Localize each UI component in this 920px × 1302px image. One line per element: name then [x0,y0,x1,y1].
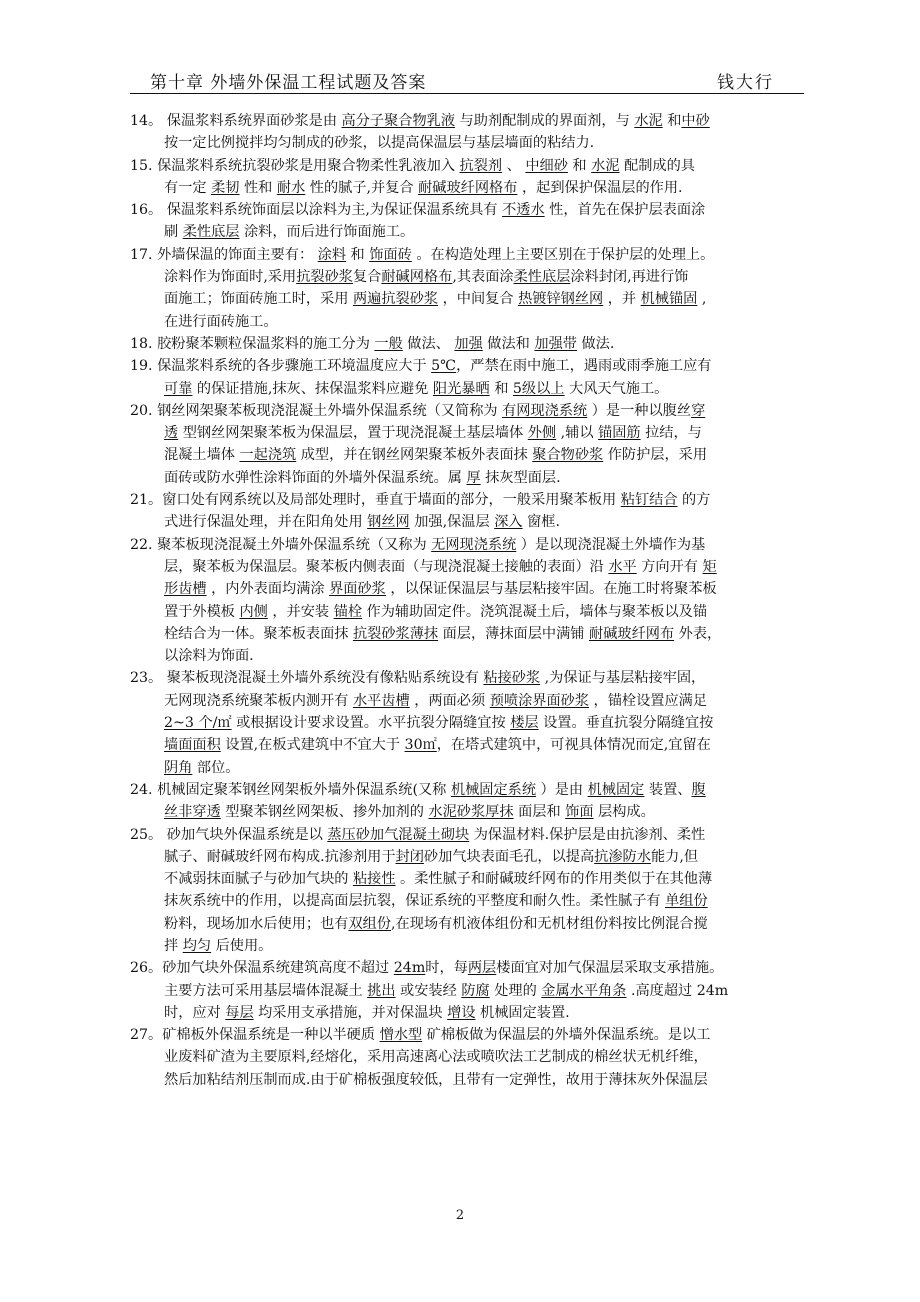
question-text: 成型，并在钢丝网架聚苯板外表面抹 [296,447,533,464]
answer-blank: 耐碱玻纤网布 [589,625,675,642]
question-line [130,801,810,823]
question-text: 作为辅助固定件。浇筑混凝土后，墙体与聚苯板以及锚 [362,603,708,620]
question-text: ,在现场有机液体组份和无机材组份料按比例混合搅 [391,915,708,932]
question-line [130,221,810,243]
answer-blank: 粘钉结合 [620,492,678,509]
answer-blank: 腹 [691,781,706,798]
author-name: 钱大行 [717,73,774,93]
question-text: 做法、 [402,335,455,352]
answer-blank: 每层 [225,1004,254,1021]
question-line [130,511,810,533]
answer-blank: 丝非穿透 [164,804,221,821]
question-line [130,199,810,221]
answer-blank: 阳光暴晒 [432,380,490,397]
question-text: ）是由 [536,781,588,798]
question-text: 拌 [164,937,183,954]
question-text: 设置。垂直抗裂分隔缝宜按 [538,715,714,732]
question-line [130,288,810,310]
question-text: 后使用。 [211,937,273,954]
question-text: 抹灰型面层. [480,469,561,486]
question-line [130,868,810,890]
answer-blank: 双组份 [348,915,392,932]
answer-blank: 机械固定 [587,781,645,798]
question-text: 有一定 [164,179,212,196]
question-text: 做法. [576,335,615,352]
answer-blank: 形齿槽 [164,581,207,598]
question-text: 27。矿棉板外保温系统是一种以半硬质 [130,1027,380,1044]
answer-blank: 透 [164,425,179,442]
question-line [130,489,810,511]
question-text: 层，聚苯板为保温层。聚苯板内侧表面（与现浇混凝土接触的表面）沿 [164,558,609,575]
question-text: ）是一种以腹丝 [587,402,692,419]
question-line [130,177,810,199]
question-text: 加强,保温层 [409,514,495,531]
answer-blank: 预喷涂界面砂浆 [489,692,590,709]
question-text: 方向开有 [636,558,703,575]
answer-blank: 耐碱网格布 [381,269,453,286]
question-line [130,467,810,489]
question-list [130,110,810,1091]
question-text: 面层和 [513,804,566,821]
question-text: ,为保证与基层粘接牢固， [540,670,706,687]
answer-blank: 粘接性 [352,871,396,888]
question-line [130,400,810,422]
question-text: 型钢丝网架聚苯板为保温层，置于现浇混凝土基层墙体 [178,425,528,442]
question-text: 的保证措施,抹灰、抹保温浆料应避免 [192,380,433,397]
answer-blank: 憎水型 [379,1027,423,1044]
question-item [130,957,810,1024]
question-text: 式进行保温处理，并在阳角处用 [164,514,368,531]
question-text: 大风天气施工。 [564,380,669,397]
question-line [130,1069,810,1091]
question-line [130,1046,810,1068]
question-text: 机械固定装置. [475,1004,570,1021]
question-text: 砂加气块表面毛孔，以提高 [423,848,595,865]
answer-blank: 阴角 [164,759,193,776]
question-text: 处理的 [489,982,542,999]
answer-blank: 锚固筋 [598,425,641,442]
question-text: 涂料，而后进行饰面施工。 [239,224,415,241]
answer-blank: 加强带 [534,335,577,352]
question-text: 拉结，与 [640,425,702,442]
answer-blank: 穿 [691,402,706,419]
question-line [130,890,810,912]
answer-blank: 挑出 [367,982,396,999]
question-text: 抹灰系统中的作用，以提高面层抗裂，保证系统的平整度和耐久性。柔性腻子有 [164,893,666,910]
answer-blank: 柔韧 [211,179,240,196]
answer-blank: 两遍抗裂砂浆 [352,291,439,308]
question-text: 做法和 [482,335,535,352]
answer-blank: 楼层 [510,715,539,732]
question-item [130,667,810,778]
question-text: 24. 机械固定聚苯钢丝网架板外墙外保温系统(又称 [130,781,451,798]
question-line [130,378,810,400]
question-text: 刷 [164,224,183,241]
question-text: 腻子、耐碱玻纤网布构成.抗渗剂用于 [164,848,396,865]
answer-blank: 水泥 [634,113,663,129]
answer-blank: 柔性底层 [182,224,240,241]
answer-blank: 耐水 [276,179,306,196]
question-text: 混凝土墙体 [164,447,240,464]
answer-blank: 金属水平角条 [541,982,627,999]
question-text: 和 [346,246,370,263]
answer-blank: 不透水 [502,202,545,219]
question-text: 配制成的具 [619,157,695,174]
question-text: 均采用支承措施，并对保温块 [253,1004,448,1021]
question-text: 楼面宜对加气保温层采取支承措施。 [496,960,724,977]
answer-blank: 一起浇筑 [239,447,297,464]
question-line [130,266,810,288]
question-line [130,824,810,846]
answer-blank: 柔性底层 [513,269,571,286]
question-text: 按一定比例搅拌均匀制成的砂浆，以提高保温层与基层墙面的粘结力. [164,135,595,152]
question-text: 涂料作为饰面时,采用 [164,269,297,286]
question-line [130,645,810,667]
question-text: 矿棉板做为保温层的外墙外保温系统。是以工 [422,1027,711,1044]
question-line [130,623,810,645]
question-item [130,400,810,489]
question-item [130,355,810,400]
answer-blank: 抗裂砂浆薄抹 [352,625,439,642]
answer-blank: 饰面 [565,804,594,821]
question-item [130,244,810,333]
answer-blank: 24m [393,960,426,977]
question-text: 与助剂配制成的界面剂，与 [455,113,635,129]
answer-blank: 可靠 [164,380,193,397]
question-line [130,556,810,578]
question-text: 在进行面砖施工。 [164,313,278,330]
answer-blank: 抗渗防水 [594,848,651,865]
question-text: 20. 钢丝网架聚苯板现浇混凝土外墙外保温系统（又简称为 [130,402,503,419]
question-line [130,712,810,734]
answer-blank: 墙面面积 [164,737,221,754]
answer-blank: 水泥砂浆厚抹 [428,804,514,821]
question-text: ，以保证保温层与基层粘接牢固。在施工时将聚苯板 [385,581,717,598]
question-item [130,199,810,244]
answer-blank: 无网现浇系统 [431,536,517,553]
question-line [130,355,810,377]
question-item [130,333,810,355]
answer-blank: 内侧 [239,603,268,620]
answer-blank: 5级以上 [512,380,565,397]
question-text: ，起到保护保温层的作用. [517,179,683,196]
question-text: 26。砂加气块外保温系统建筑高度不超过 [130,960,394,977]
question-text: 面层，薄抹面层中满铺 [438,625,589,642]
question-text: ，并 [603,291,641,308]
question-line [130,601,810,623]
question-line [130,1002,810,1024]
question-text: 时，每 [425,960,468,977]
question-text: ，两面必须 [409,692,490,709]
header-rule [130,93,804,94]
question-text: ）是以现浇混凝土外墙作为基 [516,536,706,553]
question-text: ,其表面涂 [452,269,514,286]
question-text: 粉料，现场加水后使用；也有 [164,915,349,932]
answer-blank: 厚 [466,469,481,486]
answer-blank: 外侧 [527,425,557,442]
question-text: 外表， [674,625,722,642]
question-line [130,534,810,556]
answer-blank: 抗裂砂浆 [296,269,353,286]
question-text: 或根据设计要求设置。水平抗裂分隔缝宜按 [231,715,511,732]
question-text: ，锚栓设置应满足 [589,692,708,709]
question-line [130,155,810,177]
answer-blank: 耐碱玻纤网格布 [418,179,518,196]
question-text: 设置,在板式建筑中不宜大于 [220,737,405,754]
question-text: 主要方法可采用基层墙体混凝土 [164,982,368,999]
question-text: 能力,但 [650,848,699,865]
question-item [130,779,810,824]
question-text: 不减弱抹面腻子与砂加气块的 [164,871,353,888]
question-text: 业废料矿渣为主要原料,经熔化，采用高速离心法或喷吹法工艺制成的棉丝状无机纤维， [164,1049,708,1066]
question-line [130,846,810,868]
question-text: ，在塔式建筑中，可视具体情况而定,宜留在 [436,737,711,754]
question-line [130,110,810,132]
question-text: 以涂料为饰面. [164,648,254,665]
question-text: 23。 聚苯板现浇混凝土外墙外系统没有像粘贴系统设有 [130,670,484,687]
question-line [130,667,810,689]
question-text: 型聚苯钢丝网架板、掺外加剂的 [220,804,429,821]
question-line [130,913,810,935]
question-text: , [697,291,707,308]
question-line [130,980,810,1002]
question-text: ，并安装 [267,603,334,620]
answer-blank: 水平 [608,558,637,575]
question-text: 复合 [352,269,382,286]
answer-blank: 一般 [374,335,403,352]
answer-blank: 中细砂 [525,157,568,174]
question-text: 。在构造处理上主要区别在于保护层的处理上。 [411,246,715,263]
answer-blank: 高分子聚合物乳液 [341,113,456,129]
answer-blank: 热镀锌钢丝网 [518,291,604,308]
answer-blank: 5℃ [431,358,457,375]
answer-blank: 中砂 [681,113,710,129]
question-text: 和 [662,113,682,129]
question-text: 和 [567,157,592,174]
question-line [130,422,810,444]
question-text: 19. 保温浆料系统的各步骤施工环境温度应大于 [130,358,432,375]
question-line [130,333,810,355]
answer-blank: 有网现浇系统 [502,402,588,419]
question-text: 的方 [677,492,711,509]
question-text: 为保温材料.保护层是由抗渗剂、柔性 [469,826,706,843]
question-text: 16。 保温浆料系统饰面层以涂料为主,为保证保温系统具有 [130,202,503,219]
question-text: 15. 保温浆料系统抗裂砂浆是用聚合物柔性乳液加入 [130,157,460,174]
question-text: 部位。 [192,759,240,776]
question-text: 性的腻子,并复合 [305,179,419,196]
answer-blank: 锚栓 [333,603,363,620]
question-text: ，内外表面均满涂 [206,581,330,598]
question-text: 性，首先在保护层表面涂 [544,202,706,219]
question-text: 22. 聚苯板现浇混凝土外墙外保温系统（又称为 [130,536,432,553]
question-item [130,534,810,668]
question-text: 18. 胶粉聚苯颗粒保温浆料的施工分为 [130,335,375,352]
question-item [130,110,810,155]
answer-blank: 界面砂浆 [329,581,386,598]
question-item [130,489,810,534]
answer-blank: 矩 [702,558,717,575]
page-header [130,62,804,94]
question-text: 层构成。 [593,804,655,821]
question-line [130,935,810,957]
answer-blank: 抗裂剂 [459,157,503,174]
question-text: 性和 [239,179,277,196]
question-line [130,311,810,333]
question-item [130,824,810,958]
answer-blank: 聚合物砂浆 [532,447,604,464]
question-text: 面砖或防水弹性涂料饰面的外墙外保温系统。属 [164,469,467,486]
question-line [130,779,810,801]
question-text: ，中间复合 [438,291,519,308]
answer-blank: 机械固定系统 [450,781,537,798]
answer-blank: 涂料 [317,246,347,263]
question-text: ，严禁在雨中施工，遇雨或雨季施工应有 [456,358,712,375]
question-text: 作防护层，采用 [603,447,708,464]
question-text: .高度超过 24m [626,982,729,999]
question-text: 、 [502,157,526,174]
question-text: 。柔性腻子和耐碱玻纤网布的作用类似于在其他薄 [395,871,713,888]
question-text: 时，应对 [164,1004,226,1021]
question-text: 或安装经 [395,982,462,999]
answer-blank: 防腐 [461,982,490,999]
question-line [130,957,810,979]
question-text: 14。 保温浆料系统界面砂浆是由 [130,113,342,129]
question-text: 面施工；饰面砖施工时，采用 [164,291,353,308]
answer-blank: 水泥 [591,157,620,174]
question-text: 置于外模板 [164,603,240,620]
question-text: 17. 外墙保温的饰面主要有： [130,246,318,263]
question-text: 无网现浇系统聚苯板内测开有 [164,692,353,709]
answer-blank: 深入 [494,514,523,531]
answer-blank: 增设 [447,1004,476,1021]
question-text: 涂料封闭,再进行饰 [570,269,689,286]
question-line [130,757,810,779]
answer-blank: 机械锚固 [640,291,698,308]
answer-blank: 均匀 [182,937,212,954]
question-text: 21。窗口处有网系统以及局部处理时，垂直于墙面的部分，一般采用聚苯板用 [130,492,621,509]
question-text: 和 [489,380,513,397]
question-line [130,444,810,466]
question-line [130,734,810,756]
question-line [130,244,810,266]
question-text: 然后加粘结剂压制而成.由于矿棉板强度较低，且带有一定弹性，故用于薄抹灰外保温层 [164,1071,708,1088]
question-text: 25。 砂加气块外保温系统是以 [130,826,328,843]
chapter-title: 第十章 外墙外保温工程试题及答案 [150,73,427,93]
answer-blank: 加强 [454,335,483,352]
answer-blank: 钢丝网 [367,514,410,531]
question-line [130,578,810,600]
answer-blank: 两层 [467,960,497,977]
question-item [130,1024,810,1091]
answer-blank: 封闭 [395,848,424,865]
question-text: 装置、 [644,781,692,798]
answer-blank: 30㎡ [404,737,437,754]
answer-blank: 蒸压砂加气混凝土砌块 [327,826,470,843]
answer-blank: 2~3 个/㎡ [164,715,232,732]
page-number: 2 [455,1208,465,1223]
question-line [130,1024,810,1046]
answer-blank: 饰面砖 [369,246,412,263]
answer-blank: 粘接砂浆 [483,670,541,687]
question-text: 窗框. [522,514,560,531]
answer-blank: 单组份 [665,893,708,910]
question-line [130,690,810,712]
answer-blank: 水平齿槽 [352,692,410,709]
question-item [130,155,810,200]
question-text: 栓结合为一体。聚苯板表面抹 [164,625,353,642]
question-text: ,辅以 [556,425,599,442]
question-line [130,132,810,154]
